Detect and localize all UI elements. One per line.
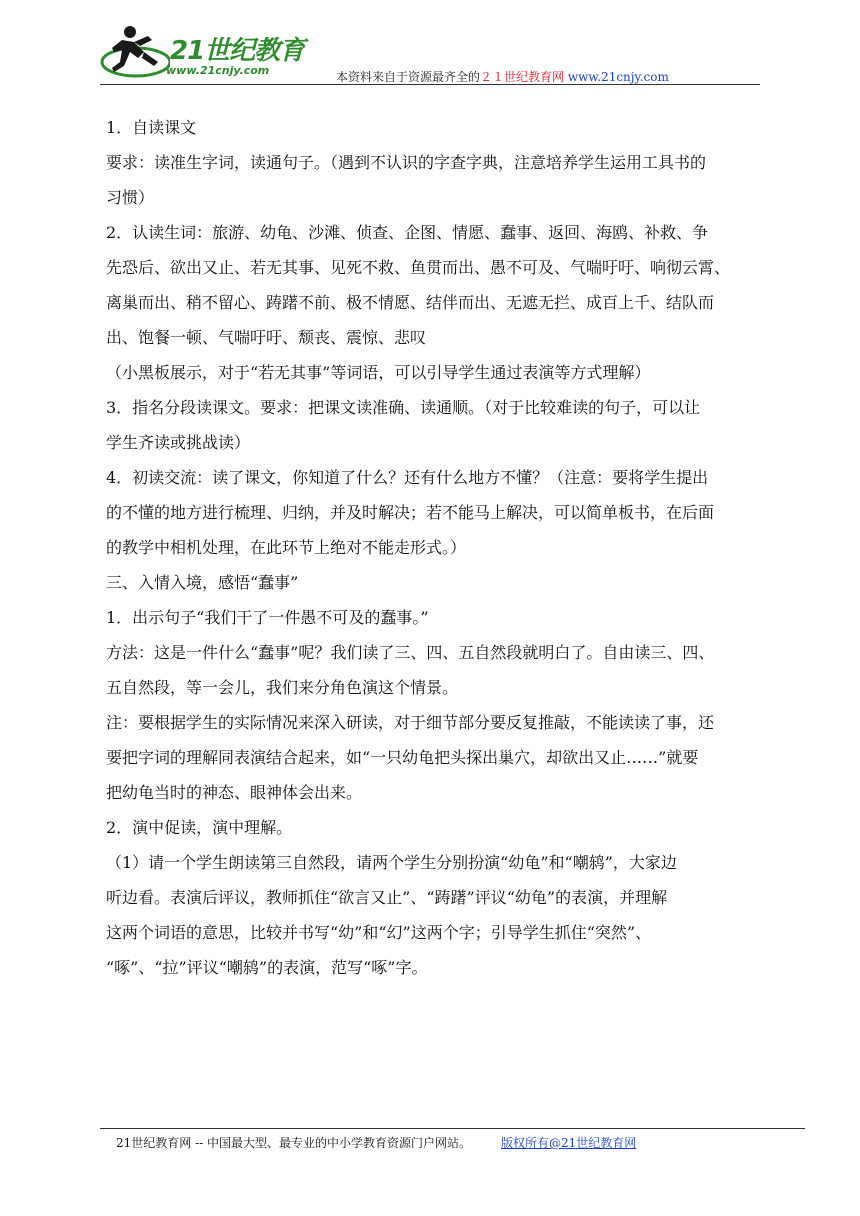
header-brand-link[interactable]: ２１世纪教育网 [480,70,565,84]
text-line: 3．指名分段读课文。要求：把课文读准确、读通顺。（对于比较难读的句子，可以让 [106,398,701,417]
site-logo[interactable] [100,22,310,84]
text-line: 要把字词的理解同表演结合起来，如“一只幼龟把头探出巢穴，却欲出又止……”就要 [106,748,699,767]
page-header [100,22,760,84]
text-line: （1）请一个学生朗读第三自然段，请两个学生分别扮演“幼龟”和“嘲鸫”，大家边 [106,853,677,872]
copyright-link[interactable]: 版权所有@21世纪教育网 [501,1136,637,1150]
text-line: “啄”、“拉”评议“嘲鸫”的表演，范写“啄”字。 [106,958,428,977]
text-line: 2．认读生词：旅游、幼龟、沙滩、侦查、企图、情愿、蠢事、返回、海鸥、补救、争 [106,223,709,242]
footer-divider [100,1128,805,1129]
text-line: 1．自读课文 [106,118,197,137]
text-line: 听边看。表演后评议，教师抓住“欲言又止”、“踌躇”评议“幼龟”的表演，并理解 [106,888,668,907]
text-line: 五自然段，等一会儿，我们来分角色演这个情景。 [106,678,459,697]
runner-logo-icon [100,22,170,84]
text-line: 2．演中促读，演中理解。 [106,818,293,837]
text-line: 4．初读交流：读了课文，你知道了什么？还有什么地方不懂？（注意：要将学生提出 [106,468,709,487]
text-line: 学生齐读或挑战读） [106,433,251,452]
page-footer [116,1134,636,1151]
text-line: 的不懂的地方进行梳理、归纳，并及时解决；若不能马上解决，可以简单板书，在后面 [106,503,715,522]
footer-text: 21世纪教育网 -- 中国最大型、最专业的中小学教育资源门户网站。 [116,1136,472,1150]
text-line: 先恐后、欲出又止、若无其事、见死不救、鱼贯而出、愚不可及、气喘吁吁、响彻云霄、 [106,258,731,277]
text-line: 这两个词语的意思，比较并书写“幼”和“幻”这两个字；引导学生抓住“突然”、 [106,923,652,942]
text-line: 出、饱餐一顿、气喘吁吁、颓丧、震惊、悲叹 [106,328,427,347]
text-line: 方法：这是一件什么“蠢事”呢？我们读了三、四、五自然段就明白了。自由读三、四、 [106,643,715,662]
logo-url: www.21cnjy.com [166,64,270,77]
text-line: （小黑板展示，对于“若无其事”等词语，可以引导学生通过表演等方式理解） [106,363,651,382]
header-tagline [336,68,669,85]
text-line: 离巢而出、稍不留心、踌躇不前、极不情愿、结伴而出、无遮无拦、成百上千、结队而 [106,293,715,312]
text-line: 的教学中相机处理，在此环节上绝对不能走形式。） [106,538,467,557]
logo-title: 21世纪教育 [170,36,305,66]
header-divider [100,84,760,85]
text-line: 注：要根据学生的实际情况来深入研读，对于细节部分要反复推敲，不能读读了事，还 [106,713,715,732]
header-url-link[interactable]: www.21cnjy.com [567,70,669,84]
header-tagline-prefix: 本资料来自于资源最齐全的 [336,70,481,84]
section-heading: 三、入情入境，感悟“蠢事” [106,573,299,592]
document-body [106,110,760,985]
text-line: 习惯） [106,188,155,207]
text-line: 要求：读准生字词，读通句子。（遇到不认识的字查字典，注意培养学生运用工具书的 [106,153,707,172]
text-line: 把幼龟当时的神态、眼神体会出来。 [106,783,363,802]
text-line: 1．出示句子“我们干了一件愚不可及的蠢事。” [106,608,429,627]
